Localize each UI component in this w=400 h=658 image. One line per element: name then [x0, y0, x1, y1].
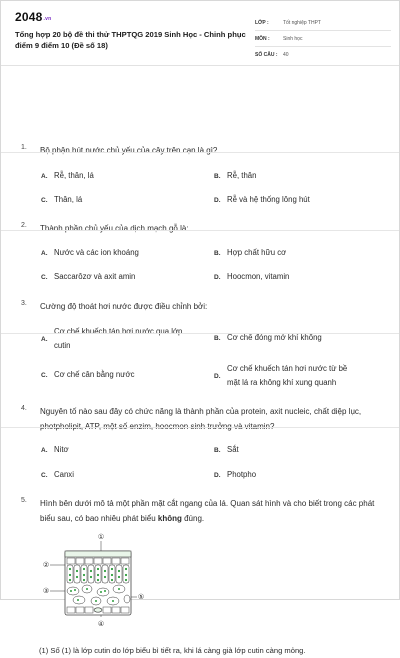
option-text [227, 362, 347, 390]
option-d[interactable] [214, 468, 256, 482]
option-c[interactable] [41, 468, 74, 482]
option-a[interactable] [41, 246, 139, 260]
option-text: Rễ, thân, lá [54, 171, 94, 180]
question-divider [1, 333, 399, 334]
question-5-stem [21, 496, 385, 526]
question-text: Nguyên tố nào sau đây có chức năng là thành phần của protein, axit nucleic, chất diệp lục, photpholipit, ATP, một số enzim, hoocmon sinh trưởng và vitamin? [40, 407, 362, 431]
figure-label-1: ① [97, 533, 105, 541]
class-label: LỚP : [255, 19, 269, 26]
option-text-line: mặt lá ra không khí xung quanh [227, 378, 337, 387]
option-text: Cơ chế cân bằng nước [54, 370, 135, 379]
option-text: Rễ và hệ thống lông hút [227, 195, 310, 204]
option-text: Nitơ [54, 445, 69, 454]
question-text: Cường độ thoát hơi nước được điều chỉnh bởi: [40, 302, 208, 311]
option-text: Sắt [227, 445, 239, 454]
figure-label-5: ⑤ [137, 593, 145, 601]
question-number: 5. [21, 497, 27, 504]
option-a[interactable] [41, 443, 69, 457]
option-text: Hợp chất hữu cơ [227, 248, 287, 257]
option-letter: B. [214, 446, 221, 454]
option-b[interactable] [214, 246, 286, 260]
question-number: 4. [21, 405, 27, 412]
count-value: 40 [283, 52, 289, 58]
option-letter: D. [214, 196, 221, 204]
option-d[interactable] [214, 270, 289, 284]
option-letter: A. [41, 335, 48, 343]
meta-count-row [255, 47, 391, 63]
option-letter: C. [41, 196, 48, 204]
option-d[interactable] [214, 193, 310, 207]
option-text: Saccarôzơ và axit amin [54, 272, 136, 281]
option-d[interactable] [214, 362, 347, 390]
question-1-stem [21, 143, 385, 158]
option-letter: B. [214, 334, 221, 342]
statement-1 [39, 643, 385, 658]
option-c[interactable] [41, 193, 82, 207]
figure-label-4: ④ [97, 620, 105, 628]
option-text: Nước và các ion khoáng [54, 248, 139, 257]
statement-text: (1) Số (1) là lớp cutin do lớp biểu bì tiết ra, khi lá càng già lớp cutin càng mỏng. [39, 646, 306, 655]
figure-label-2: ② [42, 561, 50, 569]
option-text: Photpho [227, 470, 257, 479]
meta-subject-row [255, 31, 391, 47]
question-text: Bộ phận hút nước chủ yếu của cây trên cạn là gì? [40, 146, 218, 155]
meta-box [255, 15, 391, 63]
question-3-stem [21, 299, 385, 314]
option-letter: C. [41, 371, 48, 379]
option-b[interactable] [214, 169, 256, 183]
question-text: Thành phần chủ yếu của dịch mạch gỗ là: [40, 224, 189, 233]
option-letter: B. [214, 249, 221, 257]
option-letter: C. [41, 471, 48, 479]
option-letter: A. [41, 249, 48, 257]
document-title: Tổng hợp 20 bộ đề thi thử THPTQG 2019 Sinh Học - Chinh phục điểm 9 điểm 10 (Đề số 18) [15, 30, 246, 50]
option-a[interactable] [41, 325, 182, 353]
question-number: 2. [21, 222, 27, 229]
option-c[interactable] [41, 270, 135, 284]
option-letter: D. [214, 471, 221, 479]
class-value: Tốt nghiệp THPT [283, 19, 321, 26]
meta-class-row [255, 15, 391, 31]
figure-label-3: ③ [42, 587, 50, 595]
option-letter: A. [41, 172, 48, 180]
header [1, 1, 399, 65]
question-text [40, 496, 385, 526]
leaf-cross-section-illustration [41, 531, 145, 631]
option-text: Rễ, thân [227, 171, 257, 180]
question-text-part: đúng. [181, 514, 205, 523]
question-divider [1, 427, 399, 428]
question-text-part: Hình bên dưới mô tả một phần mặt cắt ngang của lá. Quan sát hình và cho biết trong các phát biểu sau, có bao nhiêu phát biểu [40, 499, 375, 523]
site-logo[interactable] [15, 10, 51, 24]
option-text: Canxi [54, 470, 74, 479]
question-4-stem [21, 404, 385, 434]
option-letter: D. [214, 273, 221, 281]
option-letter: B. [214, 172, 221, 180]
question-divider [1, 230, 399, 231]
option-text: Thân, lá [54, 195, 83, 204]
option-text [54, 325, 182, 353]
subject-value: Sinh học [283, 35, 303, 42]
count-label: SỐ CÂU : [255, 52, 278, 58]
logo-text: 2048 [15, 10, 43, 24]
question-divider [1, 152, 399, 153]
option-text-line: cutin [54, 341, 71, 350]
option-text: Cơ chế đóng mở khí khổng [227, 333, 322, 342]
question-text-emphasis: không [157, 514, 182, 523]
option-a[interactable] [41, 169, 94, 183]
question-number: 3. [21, 300, 27, 307]
option-text-line: Cơ chế khuếch tán hơi nước qua lớp [54, 327, 183, 336]
option-b[interactable] [214, 443, 239, 457]
option-letter: A. [41, 446, 48, 454]
leaf-cross-section-figure [41, 531, 145, 631]
option-text: Hoocmon, vitamin [227, 272, 290, 281]
option-c[interactable] [41, 368, 134, 382]
header-divider [1, 65, 399, 66]
option-letter: C. [41, 273, 48, 281]
option-text-line: Cơ chế khuếch tán hơi nước từ bề [227, 364, 348, 373]
question-2-stem [21, 221, 385, 236]
subject-label: MÔN : [255, 35, 270, 42]
logo-suffix: .vn [43, 16, 52, 22]
option-letter: D. [214, 372, 221, 380]
question-number: 1. [21, 144, 27, 151]
